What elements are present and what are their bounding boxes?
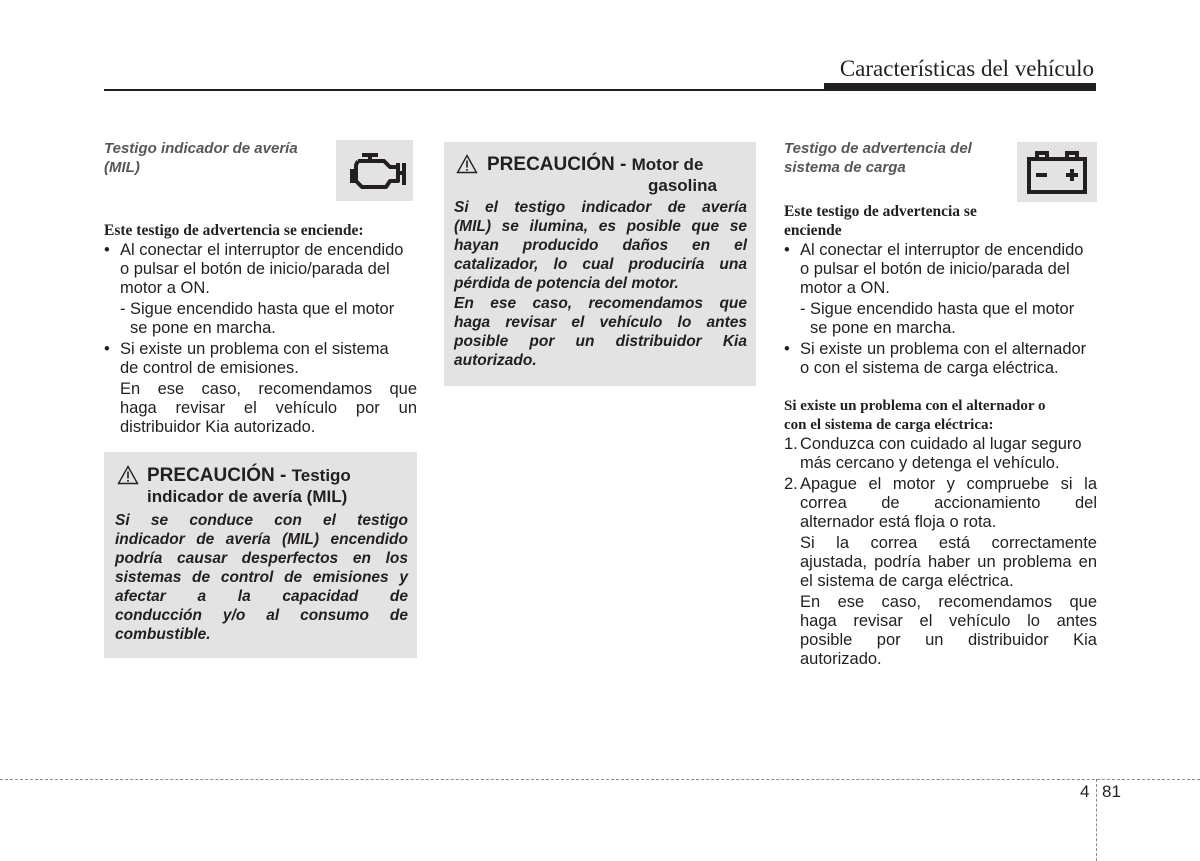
warning-triangle-icon [117, 465, 139, 485]
list-item: • Si existe un problema con el sistema de control de emisiones. [104, 340, 389, 377]
caution-box-mil [104, 452, 417, 658]
caution-heading: PRECAUCIÓN - Motor de gasolina [454, 154, 747, 196]
section-title: Testigo de advertencia del sistema de carga [784, 140, 972, 176]
list-item: • Si existe un problema con el alternador o con el sistema de carga eléctrica. [784, 340, 1087, 377]
column-caution-gasoline [444, 138, 756, 386]
section-heading-mil [104, 138, 417, 204]
list-subitem: - Sigue encendido hasta que el motor se pone en marcha. [800, 300, 1075, 337]
column-charging [784, 138, 1097, 669]
check-engine-icon [336, 140, 413, 201]
body-list [104, 241, 417, 437]
page-number: 81 [1102, 782, 1121, 801]
page-header-title: Características del vehículo [839, 56, 1094, 81]
paragraph: En ese caso, recomendamos que haga revisar el vehículo lo antes posible por un distribuidor Kia autorizado. [800, 593, 1097, 668]
chapter-number: 4 [1080, 782, 1090, 801]
column-mil [104, 138, 417, 658]
paragraph: En ese caso, recomendamos que haga revisar el vehículo por un distribuidor Kia autorizado. [120, 380, 417, 436]
caution-text: Si el testigo indicador de avería (MIL) se ilumina, es posible que se hayan producido daños en el catalizador, lo cual produciría una pérdida de potencia del motor. En ese caso, recomendamos que haga revisar el vehículo lo antes posible por un distribuidor Kia autorizado. [454, 199, 747, 369]
numbered-list [784, 435, 1097, 669]
section-heading-charging [784, 138, 1097, 204]
dash-glyph: - [120, 300, 126, 318]
caution-heading: PRECAUCIÓN - Testigo indicador de avería (MIL) [115, 465, 408, 507]
list-subitem: - Sigue encendido hasta que el motor se pone en marcha. [120, 300, 395, 337]
header-rule-accent [824, 83, 1096, 91]
paragraph: Si la correa está correctamente ajustada, podría haber un problema en el sistema de carga eléctrica. [800, 534, 1097, 590]
battery-icon [1017, 142, 1097, 202]
list-item: • Al conectar el interruptor de encendido o pulsar el botón de inicio/parada del motor a ON. [104, 241, 404, 297]
bullet-glyph: • [104, 340, 110, 358]
caution-text: Si se conduce con el testigo indicador de avería (MIL) encendido podría causar desperfectos en los sistemas de control de emisiones y afectar a la capacidad de conducción y/o al consumo de combustible. [115, 512, 408, 643]
subheading: Si existe un problema con el alternador o con el sistema de carga eléctrica: [784, 398, 1046, 433]
lead-text: Este testigo de advertencia se enciende: [104, 222, 364, 239]
dash-glyph: - [800, 300, 806, 318]
list-item: 1. Conduzca con cuidado al lugar seguro más cercano y detenga el vehículo. [784, 435, 1082, 472]
bullet-glyph: • [784, 340, 790, 358]
caution-box-gasoline [444, 142, 756, 386]
body-list [784, 241, 1097, 378]
bullet-glyph: • [104, 241, 110, 259]
warning-triangle-icon [456, 154, 478, 174]
section-title: Testigo indicador de avería (MIL) [104, 140, 298, 176]
lead-text: Este testigo de advertencia se enciende [784, 203, 977, 239]
bullet-glyph: • [784, 241, 790, 259]
list-item: • Al conectar el interruptor de encendido o pulsar el botón de inicio/parada del motor a ON. [784, 241, 1084, 297]
footer-divider [1096, 779, 1097, 861]
footer-rule [0, 779, 1200, 780]
list-item: 2. Apague el motor y compruebe si la correa de accionamiento del alternador está floja o rota. [784, 475, 1097, 531]
